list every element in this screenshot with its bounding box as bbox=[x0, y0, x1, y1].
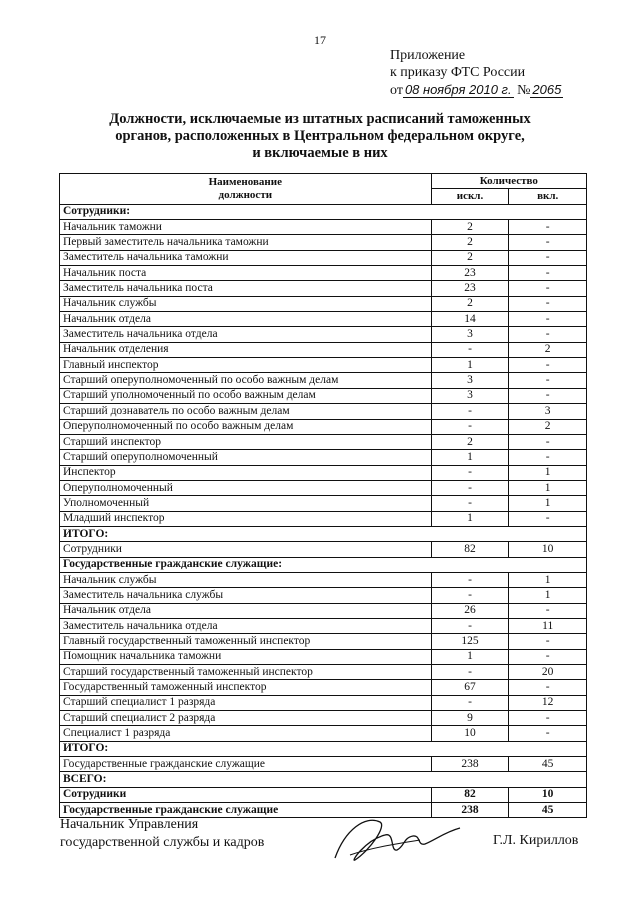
section-label: ВСЕГО: bbox=[60, 772, 587, 787]
excluded-count-cell: - bbox=[431, 465, 509, 480]
table-row bbox=[60, 787, 587, 802]
included-count-cell: 12 bbox=[509, 695, 587, 710]
position-name-cell: Государственные гражданские служащие bbox=[60, 757, 432, 772]
number-prefix: № bbox=[517, 83, 531, 98]
position-name-cell: Инспектор bbox=[60, 465, 432, 480]
table-row bbox=[60, 235, 587, 250]
column-header-excluded: искл. bbox=[431, 189, 509, 204]
position-name-cell: Государственный таможенный инспектор bbox=[60, 680, 432, 695]
excluded-count-cell: 10 bbox=[431, 726, 509, 741]
position-name-cell: Заместитель начальника отдела bbox=[60, 618, 432, 633]
included-count-cell: - bbox=[509, 358, 587, 373]
section-label: Государственные гражданские служащие: bbox=[60, 557, 587, 572]
table-row bbox=[60, 665, 587, 680]
included-count-cell: - bbox=[509, 235, 587, 250]
table-row bbox=[60, 450, 587, 465]
table-row bbox=[60, 312, 587, 327]
excluded-count-cell: - bbox=[431, 404, 509, 419]
column-header-quantity: Количество bbox=[431, 174, 586, 189]
included-count-cell: - bbox=[509, 220, 587, 235]
position-name-cell: Старший оперуполномоченный по особо важным делам bbox=[60, 373, 432, 388]
position-name-cell: Начальник отдела bbox=[60, 603, 432, 618]
table-row bbox=[60, 726, 587, 741]
table-row bbox=[60, 266, 587, 281]
excluded-count-cell: 2 bbox=[431, 296, 509, 311]
excluded-count-cell: - bbox=[431, 342, 509, 357]
excluded-count-cell: 1 bbox=[431, 511, 509, 526]
excluded-count-cell: 26 bbox=[431, 603, 509, 618]
title-line-1: Должности, исключаемые из штатных расписаний таможенных bbox=[109, 111, 531, 127]
section-header-row bbox=[60, 772, 587, 787]
column-header-name bbox=[60, 174, 432, 205]
table-row bbox=[60, 757, 587, 772]
included-count-cell: - bbox=[509, 680, 587, 695]
table-row bbox=[60, 711, 587, 726]
table-row bbox=[60, 511, 587, 526]
position-name-cell: Сотрудники bbox=[60, 542, 432, 557]
table-row bbox=[60, 496, 587, 511]
position-name-cell: Старший оперуполномоченный bbox=[60, 450, 432, 465]
position-name-cell: Старший дознаватель по особо важным делам bbox=[60, 404, 432, 419]
included-count-cell: 1 bbox=[509, 588, 587, 603]
included-count-cell: - bbox=[509, 281, 587, 296]
excluded-count-cell: 2 bbox=[431, 434, 509, 449]
position-name-cell: Заместитель начальника отдела bbox=[60, 327, 432, 342]
position-name-cell: Помощник начальника таможни bbox=[60, 649, 432, 664]
position-name-cell: Старший инспектор bbox=[60, 434, 432, 449]
position-name-cell: Специалист 1 разряда bbox=[60, 726, 432, 741]
excluded-count-cell: - bbox=[431, 665, 509, 680]
position-name-cell: Сотрудники bbox=[60, 787, 432, 802]
included-count-cell: - bbox=[509, 603, 587, 618]
order-date: 08 ноября 2010 г. bbox=[404, 82, 512, 97]
excluded-count-cell: 23 bbox=[431, 281, 509, 296]
position-name-cell: Оперуполномоченный по особо важным делам bbox=[60, 419, 432, 434]
position-name-cell: Главный инспектор bbox=[60, 358, 432, 373]
included-count-cell: 1 bbox=[509, 465, 587, 480]
excluded-count-cell: 82 bbox=[431, 542, 509, 557]
table-row bbox=[60, 296, 587, 311]
included-count-cell: - bbox=[509, 649, 587, 664]
title-line-2: органов, расположенных в Центральном федеральном округе, bbox=[115, 128, 525, 144]
excluded-count-cell: 125 bbox=[431, 634, 509, 649]
table-row bbox=[60, 465, 587, 480]
date-prefix: от bbox=[390, 83, 403, 98]
table-row bbox=[60, 618, 587, 633]
excluded-count-cell: 3 bbox=[431, 373, 509, 388]
table-row bbox=[60, 572, 587, 587]
position-name-cell: Оперуполномоченный bbox=[60, 480, 432, 495]
included-count-cell: 45 bbox=[509, 803, 587, 818]
included-count-cell: 1 bbox=[509, 480, 587, 495]
excluded-count-cell: - bbox=[431, 496, 509, 511]
excluded-count-cell: - bbox=[431, 572, 509, 587]
excluded-count-cell: 82 bbox=[431, 787, 509, 802]
table-row bbox=[60, 250, 587, 265]
excluded-count-cell: - bbox=[431, 480, 509, 495]
section-header-row bbox=[60, 204, 587, 219]
section-header-row bbox=[60, 557, 587, 572]
page-number: 17 bbox=[314, 33, 326, 47]
excluded-count-cell: 2 bbox=[431, 250, 509, 265]
position-name-cell: Уполномоченный bbox=[60, 496, 432, 511]
position-name-cell: Старший уполномоченный по особо важным делам bbox=[60, 388, 432, 403]
table-row bbox=[60, 373, 587, 388]
table-row bbox=[60, 588, 587, 603]
position-name-cell: Заместитель начальника поста bbox=[60, 281, 432, 296]
document-title bbox=[60, 111, 580, 162]
included-count-cell: 2 bbox=[509, 342, 587, 357]
included-count-cell: - bbox=[509, 312, 587, 327]
position-name-cell: Начальник поста bbox=[60, 266, 432, 281]
table-row bbox=[60, 434, 587, 449]
excluded-count-cell: 2 bbox=[431, 220, 509, 235]
position-name-cell: Начальник службы bbox=[60, 572, 432, 587]
table-row bbox=[60, 649, 587, 664]
title-line-3: и включаемые в них bbox=[252, 145, 388, 161]
included-count-cell: 11 bbox=[509, 618, 587, 633]
table-row bbox=[60, 358, 587, 373]
position-name-cell: Государственные гражданские служащие bbox=[60, 803, 432, 818]
table-row bbox=[60, 220, 587, 235]
excluded-count-cell: 1 bbox=[431, 649, 509, 664]
table-row bbox=[60, 327, 587, 342]
included-count-cell: - bbox=[509, 711, 587, 726]
included-count-cell: - bbox=[509, 511, 587, 526]
table-row bbox=[60, 281, 587, 296]
excluded-count-cell: - bbox=[431, 618, 509, 633]
excluded-count-cell: 14 bbox=[431, 312, 509, 327]
excluded-count-cell: 3 bbox=[431, 388, 509, 403]
included-count-cell: 3 bbox=[509, 404, 587, 419]
excluded-count-cell: 1 bbox=[431, 358, 509, 373]
position-name-cell: Главный государственный таможенный инспектор bbox=[60, 634, 432, 649]
table-row bbox=[60, 419, 587, 434]
table-row bbox=[60, 603, 587, 618]
excluded-count-cell: - bbox=[431, 588, 509, 603]
excluded-count-cell: 3 bbox=[431, 327, 509, 342]
column-header-name-line-2: должности bbox=[218, 188, 273, 201]
excluded-count-cell: 67 bbox=[431, 680, 509, 695]
included-count-cell: 20 bbox=[509, 665, 587, 680]
handwritten-signature bbox=[325, 810, 465, 865]
table-body bbox=[60, 204, 587, 818]
position-name-cell: Первый заместитель начальника таможни bbox=[60, 235, 432, 250]
appendix-date-number bbox=[390, 81, 563, 99]
table-row bbox=[60, 342, 587, 357]
excluded-count-cell: 238 bbox=[431, 803, 509, 818]
table-row bbox=[60, 480, 587, 495]
section-header-row bbox=[60, 526, 587, 541]
appendix-title: Приложение bbox=[390, 48, 466, 63]
included-count-cell: 1 bbox=[509, 572, 587, 587]
column-header-included: вкл. bbox=[509, 189, 587, 204]
signatory-name: Г.Л. Кириллов bbox=[493, 833, 579, 848]
signatory-position bbox=[60, 816, 264, 852]
positions-table bbox=[59, 173, 587, 818]
section-label: ИТОГО: bbox=[60, 526, 587, 541]
table-row bbox=[60, 542, 587, 557]
section-label: Сотрудники: bbox=[60, 204, 587, 219]
position-name-cell: Начальник службы bbox=[60, 296, 432, 311]
table-row bbox=[60, 695, 587, 710]
position-name-cell: Начальник таможни bbox=[60, 220, 432, 235]
included-count-cell: - bbox=[509, 634, 587, 649]
section-label: ИТОГО: bbox=[60, 741, 587, 756]
included-count-cell: - bbox=[509, 327, 587, 342]
included-count-cell: - bbox=[509, 434, 587, 449]
position-name-cell: Младший инспектор bbox=[60, 511, 432, 526]
appendix-block bbox=[390, 47, 563, 99]
included-count-cell: - bbox=[509, 373, 587, 388]
table-row bbox=[60, 404, 587, 419]
section-header-row bbox=[60, 741, 587, 756]
position-name-cell: Начальник отдела bbox=[60, 312, 432, 327]
included-count-cell: 10 bbox=[509, 542, 587, 557]
table-row bbox=[60, 680, 587, 695]
table-row bbox=[60, 388, 587, 403]
excluded-count-cell: 9 bbox=[431, 711, 509, 726]
included-count-cell: - bbox=[509, 266, 587, 281]
position-name-cell: Начальник отделения bbox=[60, 342, 432, 357]
included-count-cell: - bbox=[509, 388, 587, 403]
excluded-count-cell: 1 bbox=[431, 450, 509, 465]
column-header-name-line-1: Наименование bbox=[208, 175, 282, 188]
signatory-position-line-2: государственной службы и кадров bbox=[60, 835, 265, 850]
included-count-cell: - bbox=[509, 296, 587, 311]
included-count-cell: - bbox=[509, 250, 587, 265]
excluded-count-cell: 2 bbox=[431, 235, 509, 250]
included-count-cell: - bbox=[509, 726, 587, 741]
included-count-cell: 2 bbox=[509, 419, 587, 434]
appendix-order-ref: к приказу ФТС России bbox=[390, 65, 526, 80]
included-count-cell: 10 bbox=[509, 787, 587, 802]
excluded-count-cell: - bbox=[431, 419, 509, 434]
excluded-count-cell: 23 bbox=[431, 266, 509, 281]
signatory-position-line-1: Начальник Управления bbox=[60, 817, 199, 832]
position-name-cell: Заместитель начальника таможни bbox=[60, 250, 432, 265]
included-count-cell: 45 bbox=[509, 757, 587, 772]
included-count-cell: - bbox=[509, 450, 587, 465]
excluded-count-cell: 238 bbox=[431, 757, 509, 772]
position-name-cell: Старший специалист 1 разряда bbox=[60, 695, 432, 710]
table-row bbox=[60, 634, 587, 649]
position-name-cell: Старший государственный таможенный инспектор bbox=[60, 665, 432, 680]
order-number: 2065 bbox=[532, 82, 562, 97]
included-count-cell: 1 bbox=[509, 496, 587, 511]
position-name-cell: Старший специалист 2 разряда bbox=[60, 711, 432, 726]
excluded-count-cell: - bbox=[431, 695, 509, 710]
position-name-cell: Заместитель начальника службы bbox=[60, 588, 432, 603]
